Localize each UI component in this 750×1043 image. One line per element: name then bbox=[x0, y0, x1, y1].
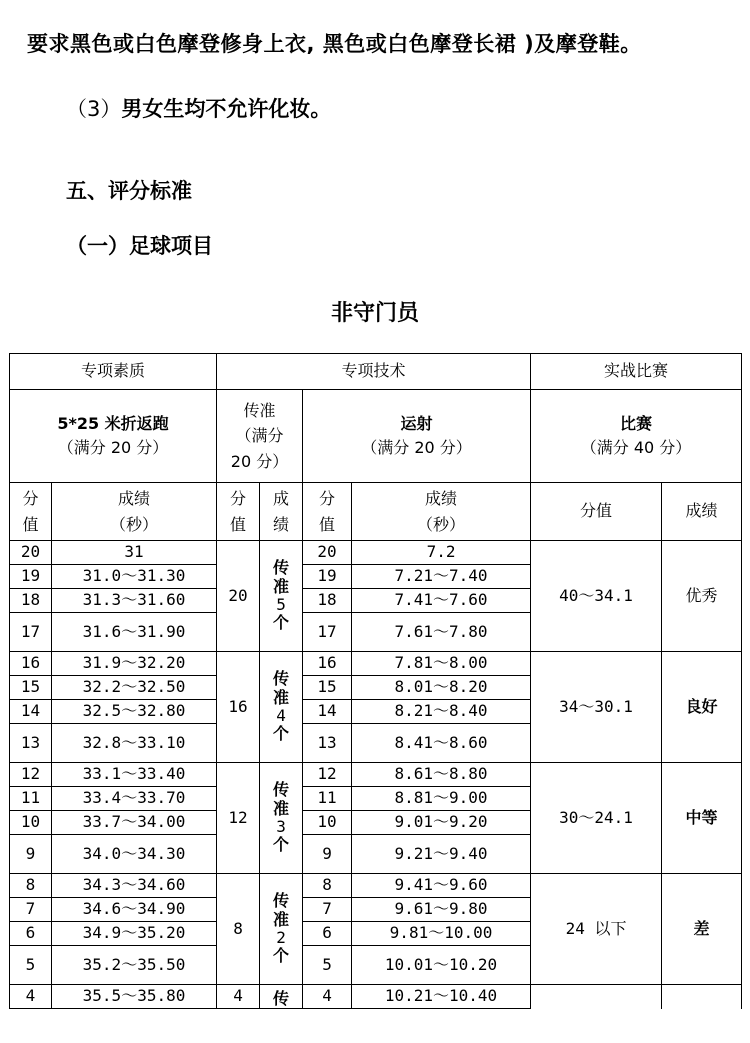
match-grade: 良好 bbox=[662, 652, 742, 763]
shoot-time: 7.41～7.60 bbox=[352, 589, 531, 613]
pass-score: 4 bbox=[217, 985, 260, 1009]
run-time: 31.9～32.20 bbox=[52, 652, 217, 676]
shoot-fullmark: （满分 20 分） bbox=[361, 438, 472, 457]
run-score: 20 bbox=[10, 541, 52, 565]
shoot-score: 6 bbox=[303, 922, 352, 946]
pass-fullmark-a: （满分 bbox=[235, 426, 284, 446]
shoot-time: 9.81～10.00 bbox=[352, 922, 531, 946]
col-run-score-a: 分 bbox=[22, 488, 39, 508]
paragraph-dress-code bbox=[27, 28, 642, 58]
shoot-score: 7 bbox=[303, 898, 352, 922]
run-time: 34.6～34.90 bbox=[52, 898, 217, 922]
pass-count: 4 bbox=[276, 706, 286, 725]
run-score: 18 bbox=[10, 589, 52, 613]
dress-code-text: 要求黑色或白色摩登修身上衣, 黑色或白色摩登长裙 )及摩登鞋。 bbox=[27, 32, 642, 56]
shoot-score: 5 bbox=[303, 946, 352, 985]
shoot-time: 10.21～10.40 bbox=[352, 985, 531, 1009]
run-score: 7 bbox=[10, 898, 52, 922]
run-time: 32.8～33.10 bbox=[52, 724, 217, 763]
shoot-time: 7.21～7.40 bbox=[352, 565, 531, 589]
col-shoot-score-a: 分 bbox=[319, 488, 336, 508]
pass-count: 3 bbox=[276, 817, 286, 836]
run-score: 9 bbox=[10, 835, 52, 874]
match-score: 40～34.1 bbox=[531, 541, 662, 652]
pass-char: 准 bbox=[273, 798, 290, 818]
run-time: 35.5～35.80 bbox=[52, 985, 217, 1009]
pass-result bbox=[260, 763, 303, 874]
col-shoot-result bbox=[352, 483, 531, 541]
subheader-match bbox=[531, 390, 742, 483]
col-run-result-b: （秒） bbox=[110, 514, 159, 534]
col-run-score-b: 值 bbox=[22, 514, 39, 534]
pass-title: 传准 bbox=[243, 400, 276, 420]
sub-header-row bbox=[10, 390, 742, 483]
run-time: 32.5～32.80 bbox=[52, 700, 217, 724]
run-score: 13 bbox=[10, 724, 52, 763]
pass-result bbox=[260, 541, 303, 652]
pass-char: 个 bbox=[273, 613, 290, 633]
col-shoot-score-b: 值 bbox=[319, 514, 336, 534]
group-header-row bbox=[10, 354, 742, 390]
pass-char: 传 bbox=[273, 891, 290, 911]
pass-result bbox=[260, 652, 303, 763]
paragraph-no-makeup bbox=[66, 93, 331, 123]
shoot-score: 10 bbox=[303, 811, 352, 835]
pass-result bbox=[260, 874, 303, 985]
shoot-time: 9.41～9.60 bbox=[352, 874, 531, 898]
pass-char: 传 bbox=[273, 558, 290, 578]
run-score: 17 bbox=[10, 613, 52, 652]
run-time: 33.1～33.40 bbox=[52, 763, 217, 787]
section-heading: 五、评分标准 bbox=[66, 179, 192, 203]
scoring-table bbox=[9, 353, 742, 1009]
run-time: 34.0～34.30 bbox=[52, 835, 217, 874]
shoot-time: 8.21～8.40 bbox=[352, 700, 531, 724]
match-title: 比赛 bbox=[620, 413, 653, 433]
shoot-score: 11 bbox=[303, 787, 352, 811]
col-pass-score bbox=[217, 483, 260, 541]
match-score: 30～24.1 bbox=[531, 763, 662, 874]
run-time: 33.7～34.00 bbox=[52, 811, 217, 835]
shoot-time: 7.81～8.00 bbox=[352, 652, 531, 676]
pass-count: 5 bbox=[276, 595, 286, 614]
table-row bbox=[10, 541, 742, 565]
table-title: 非守门员 bbox=[330, 301, 419, 326]
shoot-score: 8 bbox=[303, 874, 352, 898]
run-time: 34.3～34.60 bbox=[52, 874, 217, 898]
pass-char: 准 bbox=[273, 687, 290, 707]
match-grade: 差 bbox=[662, 874, 742, 985]
run-score: 10 bbox=[10, 811, 52, 835]
shoot-score: 14 bbox=[303, 700, 352, 724]
table-row bbox=[10, 763, 742, 787]
run-score: 15 bbox=[10, 676, 52, 700]
shoot-score: 13 bbox=[303, 724, 352, 763]
shoot-time: 10.01～10.20 bbox=[352, 946, 531, 985]
run-time: 31 bbox=[52, 541, 217, 565]
run-title: 5*25 米折返跑 bbox=[57, 413, 169, 433]
shoot-time: 8.01～8.20 bbox=[352, 676, 531, 700]
header-match: 实战比赛 bbox=[531, 354, 742, 390]
pass-score: 8 bbox=[217, 874, 260, 985]
col-pass-score-b: 值 bbox=[230, 514, 247, 534]
header-skill: 专项技术 bbox=[217, 354, 531, 390]
shoot-score: 16 bbox=[303, 652, 352, 676]
match-score-empty bbox=[531, 985, 662, 1009]
pass-char: 准 bbox=[273, 909, 290, 929]
pass-score: 16 bbox=[217, 652, 260, 763]
pass-score: 12 bbox=[217, 763, 260, 874]
match-fullmark: （满分 40 分） bbox=[580, 438, 692, 457]
run-time: 31.3～31.60 bbox=[52, 589, 217, 613]
match-score: 34～30.1 bbox=[531, 652, 662, 763]
run-fullmark: （满分 20 分） bbox=[57, 438, 169, 457]
pass-result: 传 bbox=[260, 985, 303, 1009]
shoot-time: 9.61～9.80 bbox=[352, 898, 531, 922]
match-score: 24 以下 bbox=[531, 874, 662, 985]
col-match-result: 成绩 bbox=[662, 483, 742, 541]
shoot-title: 运射 bbox=[400, 413, 433, 433]
col-shoot-result-a: 成绩 bbox=[425, 488, 458, 508]
pass-char: 传 bbox=[273, 669, 290, 689]
run-score: 12 bbox=[10, 763, 52, 787]
subsection-heading: （一）足球项目 bbox=[66, 234, 213, 258]
pass-char: 个 bbox=[273, 835, 290, 855]
subheader-shoot bbox=[303, 390, 531, 483]
run-time: 31.6～31.90 bbox=[52, 613, 217, 652]
table-row bbox=[10, 652, 742, 676]
header-quality: 专项素质 bbox=[10, 354, 217, 390]
col-pass-result bbox=[260, 483, 303, 541]
run-score: 19 bbox=[10, 565, 52, 589]
shoot-time: 7.61～7.80 bbox=[352, 613, 531, 652]
col-match-score: 分值 bbox=[531, 483, 662, 541]
no-makeup-text: 男女生均不允许化妆。 bbox=[121, 97, 332, 121]
shoot-time: 8.41～8.60 bbox=[352, 724, 531, 763]
subheader-run bbox=[10, 390, 217, 483]
col-run-result bbox=[52, 483, 217, 541]
run-score: 11 bbox=[10, 787, 52, 811]
run-score: 14 bbox=[10, 700, 52, 724]
col-pass-result-a: 成 bbox=[273, 488, 290, 508]
run-time: 33.4～33.70 bbox=[52, 787, 217, 811]
run-score: 4 bbox=[10, 985, 52, 1009]
col-shoot-score bbox=[303, 483, 352, 541]
col-pass-score-a: 分 bbox=[230, 488, 247, 508]
match-grade: 中等 bbox=[662, 763, 742, 874]
shoot-score: 18 bbox=[303, 589, 352, 613]
match-grade: 优秀 bbox=[662, 541, 742, 652]
run-score: 5 bbox=[10, 946, 52, 985]
subheader-pass bbox=[217, 390, 303, 483]
col-pass-result-b: 绩 bbox=[273, 514, 290, 534]
pass-score: 20 bbox=[217, 541, 260, 652]
run-score: 16 bbox=[10, 652, 52, 676]
pass-char: 传 bbox=[273, 780, 290, 800]
shoot-time: 9.21～9.40 bbox=[352, 835, 531, 874]
col-shoot-result-b: （秒） bbox=[417, 514, 466, 534]
pass-fullmark-b: 20 分） bbox=[230, 451, 289, 471]
column-header-row bbox=[10, 483, 742, 541]
shoot-time: 8.61～8.80 bbox=[352, 763, 531, 787]
col-run-result-a: 成绩 bbox=[118, 488, 151, 508]
run-score: 6 bbox=[10, 922, 52, 946]
shoot-score: 20 bbox=[303, 541, 352, 565]
item-number: （3） bbox=[66, 97, 122, 121]
shoot-time: 7.2 bbox=[352, 541, 531, 565]
shoot-score: 4 bbox=[303, 985, 352, 1009]
run-time: 35.2～35.50 bbox=[52, 946, 217, 985]
col-run-score bbox=[10, 483, 52, 541]
shoot-score: 9 bbox=[303, 835, 352, 874]
table-row bbox=[10, 874, 742, 898]
table-row bbox=[10, 985, 742, 1009]
shoot-score: 15 bbox=[303, 676, 352, 700]
shoot-score: 17 bbox=[303, 613, 352, 652]
pass-char: 个 bbox=[273, 946, 290, 966]
pass-char: 准 bbox=[273, 576, 290, 596]
shoot-score: 12 bbox=[303, 763, 352, 787]
run-time: 34.9～35.20 bbox=[52, 922, 217, 946]
run-time: 32.2～32.50 bbox=[52, 676, 217, 700]
pass-count: 2 bbox=[276, 928, 286, 947]
shoot-score: 19 bbox=[303, 565, 352, 589]
run-time: 31.0～31.30 bbox=[52, 565, 217, 589]
shoot-time: 8.81～9.00 bbox=[352, 787, 531, 811]
run-score: 8 bbox=[10, 874, 52, 898]
match-grade-empty bbox=[662, 985, 742, 1009]
pass-char: 个 bbox=[273, 724, 290, 744]
shoot-time: 9.01～9.20 bbox=[352, 811, 531, 835]
